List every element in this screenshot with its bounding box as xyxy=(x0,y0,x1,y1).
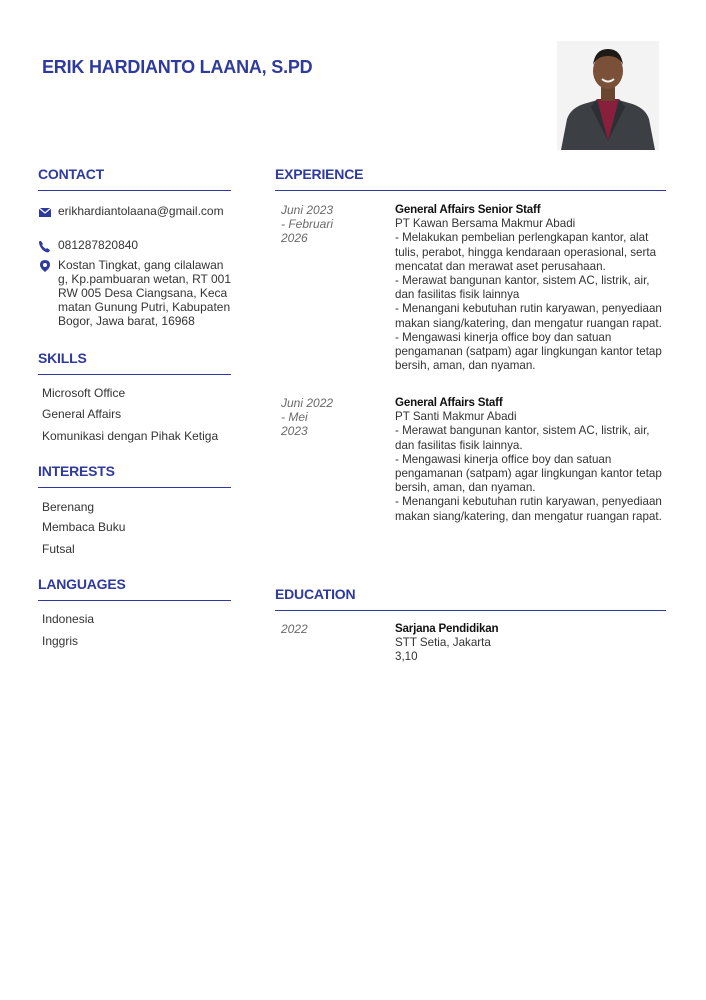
education-date: 2022 xyxy=(281,622,308,636)
section-divider xyxy=(275,190,666,191)
gpa-value: 3,10 xyxy=(395,650,418,664)
education-section xyxy=(275,586,666,611)
experience-section xyxy=(275,166,666,191)
email-text: erikhardiantolaana@gmail.com xyxy=(58,204,224,218)
phone-icon xyxy=(38,239,52,253)
company-name: PT Kawan Bersama Makmur Abadi xyxy=(395,217,576,231)
interest-item: Membaca Buku xyxy=(42,520,126,534)
address-text: Kostan Tingkat, gang cilalawang, Kp.pambuaran wetan, RT 001 RW 005 Desa Ciangsana, Kecamatan Gunung Putri, Kabupaten Bogor, Jawa barat, 16968 xyxy=(58,258,232,328)
language-item: Inggris xyxy=(42,634,79,648)
job-position: General Affairs Senior Staff xyxy=(395,203,541,216)
skill-item: Microsoft Office xyxy=(42,386,126,400)
section-divider xyxy=(38,190,231,191)
contact-phone[interactable] xyxy=(38,238,231,252)
job-description: - Merawat bangunan kantor, sistem AC, listrik, air, dan fasilitas fisik lainnya. - Mengawasi kinerja office boy dan satuan pengamanan (satpam) agar lingkungan kantor tetap bersih, aman, dan nyaman. - Menangani kebutuhan rutin karyawan, penyediaan makan siang/katering, dan mengatur ruangan rapat. xyxy=(395,424,662,523)
section-divider xyxy=(275,610,666,611)
skills-section xyxy=(38,350,231,375)
job-description: - Melakukan pembelian perlengkapan kantor, alat tulis, perabot, hingga kendaraan operasional, serta mencatat dan merawat aset perusahaan. - Merawat bangunan kantor, sistem AC, listrik, air, dan fasilitas fisik lainnya - Menangani kebutuhan rutin karyawan, penyediaan makan siang/katering, dan mengatur ruangan rapat. - Mengawasi kinerja office boy dan satuan pengamanan (satpam) agar lingkungan kantor tetap bersih, aman, dan nyaman. xyxy=(395,231,662,373)
interests-section xyxy=(38,463,231,488)
languages-title: LANGUAGES xyxy=(38,576,126,592)
contact-email[interactable] xyxy=(38,204,231,218)
degree-name: Sarjana Pendidikan xyxy=(395,622,499,635)
skill-item: General Affairs xyxy=(42,407,122,421)
experience-date: Juni 2022 - Mei 2023 xyxy=(281,396,334,439)
profile-photo xyxy=(557,41,659,150)
language-item: Indonesia xyxy=(42,612,95,626)
resume-name: ERIK HARDIANTO LAANA, S.PD xyxy=(42,57,313,77)
contact-address xyxy=(38,258,231,328)
interests-title: INTERESTS xyxy=(38,463,115,479)
education-title: EDUCATION xyxy=(275,586,356,602)
education-entry xyxy=(395,622,667,665)
experience-entry xyxy=(395,203,667,373)
phone-text: 081287820840 xyxy=(58,238,139,252)
skills-title: SKILLS xyxy=(38,350,87,366)
experience-date: Juni 2023 - Februari 2026 xyxy=(281,203,334,246)
contact-section xyxy=(38,166,231,191)
location-pin-icon xyxy=(38,259,52,273)
section-divider xyxy=(38,487,231,488)
experience-entry xyxy=(395,396,667,524)
company-name: PT Santi Makmur Abadi xyxy=(395,410,517,424)
experience-title: EXPERIENCE xyxy=(275,166,364,182)
interest-item: Berenang xyxy=(42,500,95,514)
skill-item: Komunikasi dengan Pihak Ketiga xyxy=(42,429,219,443)
section-divider xyxy=(38,374,231,375)
section-divider xyxy=(38,600,231,601)
interest-item: Futsal xyxy=(42,542,75,556)
school-name: STT Setia, Jakarta xyxy=(395,636,491,650)
envelope-icon xyxy=(38,205,52,219)
contact-title: CONTACT xyxy=(38,166,104,182)
job-position: General Affairs Staff xyxy=(395,396,503,409)
languages-section xyxy=(38,576,231,601)
